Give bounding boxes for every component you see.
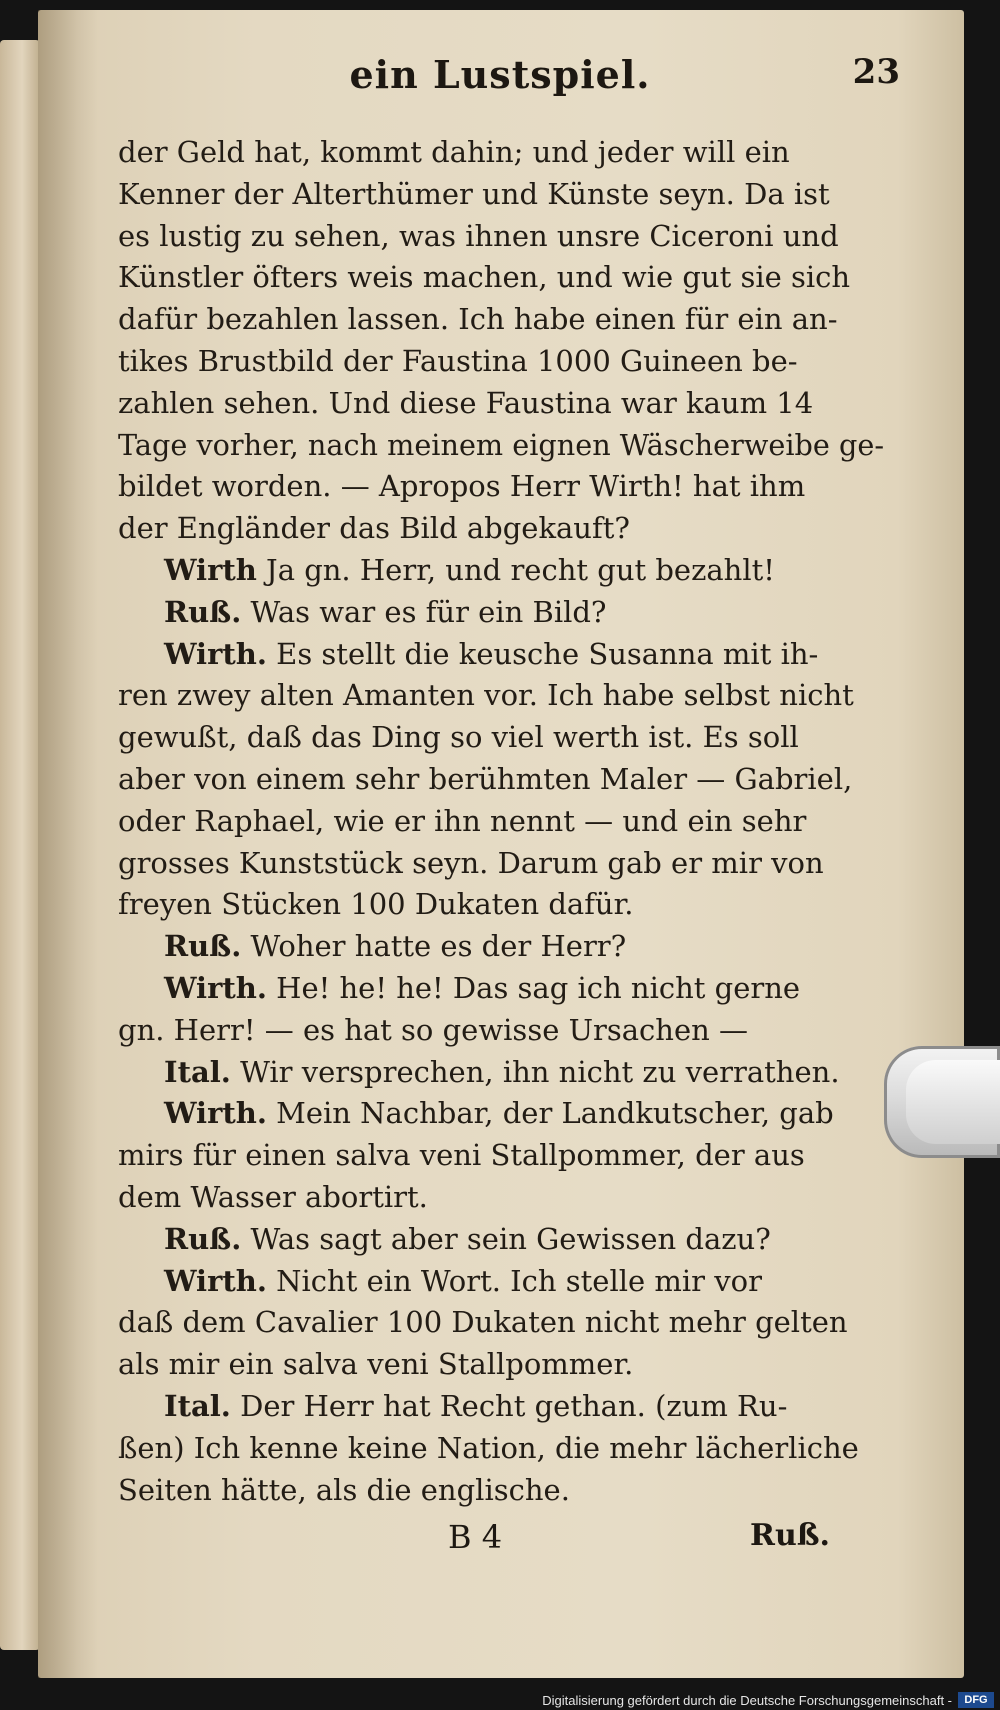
text-line [118,508,884,550]
text-line [118,926,884,968]
line-text: He! he! he! Das sag ich nicht gerne [266,970,801,1005]
speaker-name: Wirth [164,552,257,587]
line-text: freyen Stücken 100 Dukaten dafür. [118,887,634,922]
text-line [118,132,884,174]
text-line [118,216,884,258]
line-text: gewußt, daß das Ding so viel werth ist. Es soll [118,720,799,755]
text-line [118,675,884,717]
text-line [118,466,884,508]
line-text: mirs für einen salva veni Stallpommer, der aus [118,1138,805,1173]
text-line [118,1386,884,1428]
page-header [120,52,900,112]
line-text: Was war es für ein Bild? [241,594,607,629]
line-text: ßen) Ich kenne keine Nation, die mehr lächerliche [118,1430,859,1465]
line-text: daß dem Cavalier 100 Dukaten nicht mehr gelten [118,1305,848,1340]
line-text: zahlen sehen. Und diese Faustina war kaum 14 [118,385,814,420]
text-line [118,1470,884,1512]
text-line [118,1093,884,1135]
running-head: ein Lustspiel. [349,52,651,97]
text-line [118,1135,884,1177]
text-line [118,968,884,1010]
text-line [118,257,884,299]
text-line [118,592,884,634]
line-text: dafür bezahlen lassen. Ich habe einen für ein an- [118,302,838,337]
text-line [118,425,885,467]
text-line [118,1428,884,1470]
line-text: Seiten hätte, als die englische. [118,1472,570,1507]
catchword: Ruß. [750,1518,830,1553]
text-line [118,1177,884,1219]
text-line [118,1344,884,1386]
digitization-credit: Digitalisierung gefördert durch die Deutsche Forschungsgemeinschaft - [542,1693,952,1708]
line-text: Woher hatte es der Herr? [241,929,627,964]
text-line [118,634,884,676]
line-text: Tage vorher, nach meinem eignen Wäscherweibe ge- [118,427,885,462]
previous-page-edge [0,40,40,1650]
line-text: Wir versprechen, ihn nicht zu verrathen. [230,1054,840,1089]
speaker-name: Ital. [164,1388,231,1423]
speaker-name: Wirth. [164,636,267,671]
line-text: es lustig zu sehen, was ihnen unsre Ciceroni und [118,218,839,253]
text-line [118,174,884,216]
line-text: Was sagt aber sein Gewissen dazu? [241,1221,771,1256]
page-number: 23 [852,52,900,92]
speaker-name: Ital. [164,1054,231,1089]
speaker-name: Ruß. [164,929,242,964]
line-text: Es stellt die keusche Susanna mit ih- [266,636,819,671]
text-line [118,759,884,801]
spine-shadow [38,10,98,1678]
page-footer [118,1518,830,1574]
speaker-name: Wirth. [164,1263,267,1298]
line-text: Nicht ein Wort. Ich stelle mir vor [266,1263,762,1298]
signature-mark: B 4 [448,1518,503,1556]
line-text: grosses Kunststück seyn. Darum gab er mir von [118,845,824,880]
line-text: als mir ein salva veni Stallpommer. [118,1347,634,1382]
speaker-name: Ruß. [164,594,242,629]
text-line [118,1219,884,1261]
line-text: ren zwey alten Amanten vor. Ich habe selbst nicht [118,678,854,713]
text-line [118,550,884,592]
text-line [118,341,884,383]
line-text: oder Raphael, wie er ihn nennt — und ein sehr [118,803,807,838]
line-text: der Engländer das Bild abgekauft? [118,511,630,546]
line-text: Kenner der Alterthümer und Künste seyn. Da ist [118,176,830,211]
line-text: aber von einem sehr berühmten Maler — Gabriel, [118,761,853,796]
line-text: tikes Brustbild der Faustina 1000 Guineen be- [118,343,798,378]
page-clip-highlight [906,1060,1000,1144]
line-text: Künstler öfters weis machen, und wie gut sie sich [118,260,851,295]
text-line [118,299,884,341]
text-line [118,884,884,926]
text-line [118,1010,884,1052]
text-line [118,1302,884,1344]
text-line [118,1261,884,1303]
line-text: gn. Herr! — es hat so gewisse Ursachen — [118,1012,749,1047]
dfg-logo: DFG [958,1692,994,1708]
body-text [118,132,884,1562]
line-text: bildet worden. — Apropos Herr Wirth! hat ihm [118,469,806,504]
text-line [118,717,884,759]
text-line [118,801,884,843]
line-text: der Geld hat, kommt dahin; und jeder will ein [118,135,790,169]
speaker-name: Wirth. [164,1096,267,1131]
line-text: Mein Nachbar, der Landkutscher, gab [266,1096,834,1131]
speaker-name: Wirth. [164,970,267,1005]
text-line [118,843,884,885]
speaker-name: Ruß. [164,1221,242,1256]
line-text: Ja gn. Herr, und recht gut bezahlt! [256,552,775,587]
text-line [118,1052,884,1094]
line-text: dem Wasser abortirt. [118,1179,428,1214]
page-clip [884,1046,1000,1158]
text-line [118,383,884,425]
line-text: Der Herr hat Recht gethan. (zum Ru- [230,1388,788,1423]
